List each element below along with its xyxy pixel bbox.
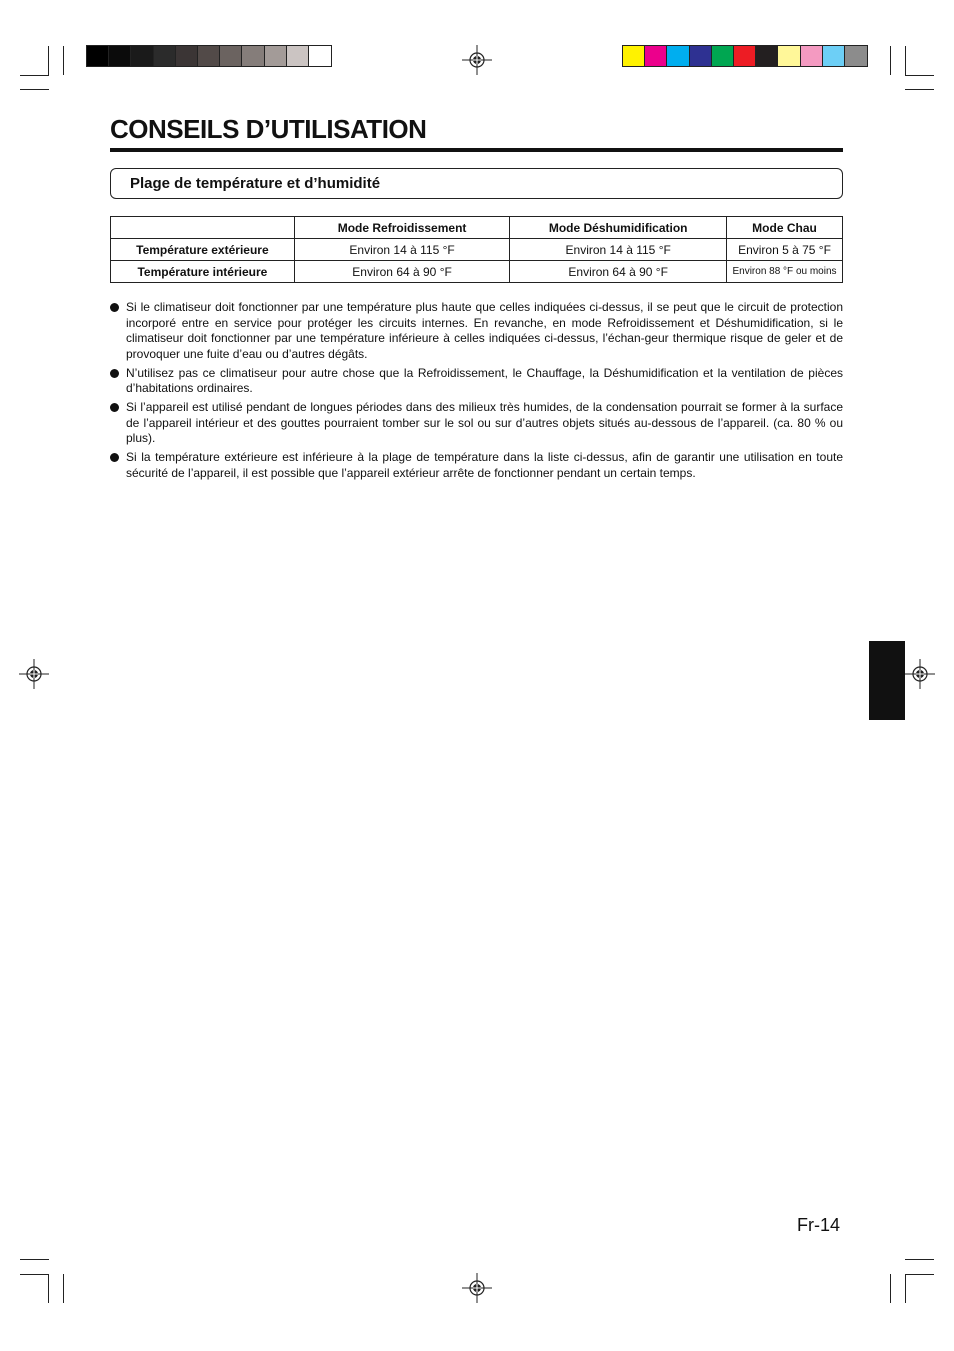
crop-mark — [905, 75, 934, 76]
color-swatch — [801, 46, 823, 66]
note-text: Si l’appareil est utilisé pendant de longues périodes dans des milieux très humides, de la condensation pourrait se former à la surface de l’appareil intérieur et des gouttes pourraient tomber sur le sol ou sur d’autres objets situés au-dessous de l’appareil. (ca. 80 % ou plus). — [126, 400, 843, 445]
table-cell: Environ 88 °F ou moins — [727, 261, 843, 283]
table-row-label: Température extérieure — [111, 239, 295, 261]
color-swatch — [756, 46, 778, 66]
list-item — [110, 450, 843, 481]
section-thumb-tab — [869, 641, 905, 720]
list-item — [110, 300, 843, 362]
color-swatch — [645, 46, 667, 66]
crop-mark — [20, 1274, 49, 1275]
crop-mark — [890, 1274, 891, 1303]
page-number: Fr-14 — [797, 1215, 841, 1235]
crop-mark — [890, 46, 891, 75]
color-swatch — [131, 46, 153, 66]
color-swatch — [778, 46, 800, 66]
table-header-cell — [111, 217, 295, 239]
crop-mark — [20, 75, 49, 76]
color-swatch — [690, 46, 712, 66]
color-swatch — [176, 46, 198, 66]
crop-mark — [905, 89, 934, 90]
section-title: Plage de température et d’humidité — [130, 175, 381, 192]
crop-mark — [20, 89, 49, 90]
crop-mark — [63, 46, 64, 75]
color-swatch — [198, 46, 220, 66]
registration-mark-icon — [905, 659, 935, 689]
note-text: N’utilisez pas ce climatiseur pour autre chose que la Refroidissement, le Chauffage, la Déshumidification et la ventilation de pièces d’habitations ordinaires. — [126, 365, 843, 395]
table-cell: Environ 14 à 115 °F — [294, 239, 510, 261]
crop-mark — [905, 1259, 934, 1260]
color-swatch — [87, 46, 109, 66]
color-swatch — [667, 46, 689, 66]
crop-mark — [20, 1259, 49, 1260]
table-cell: Environ 64 à 90 °F — [510, 261, 727, 283]
color-swatch — [220, 46, 242, 66]
table-header-cell: Mode Chau — [727, 217, 843, 239]
bullet-icon — [110, 369, 119, 378]
table-header-row — [111, 217, 843, 239]
temperature-range-table — [110, 216, 843, 283]
table-cell: Environ 5 à 75 °F — [727, 239, 843, 261]
crop-mark — [905, 1274, 934, 1275]
color-swatch — [242, 46, 264, 66]
table-header-cell: Mode Déshumidification — [510, 217, 727, 239]
table-row — [111, 261, 843, 283]
bullet-icon — [110, 453, 119, 462]
crop-mark — [905, 1274, 906, 1303]
crop-mark — [48, 1274, 49, 1303]
registration-mark-icon — [462, 45, 492, 75]
list-item — [110, 400, 843, 447]
table-cell: Environ 64 à 90 °F — [294, 261, 510, 283]
table-cell: Environ 14 à 115 °F — [510, 239, 727, 261]
crop-mark — [63, 1274, 64, 1303]
registration-mark-icon — [19, 659, 49, 689]
gray-calibration-bar — [86, 45, 332, 67]
list-item — [110, 366, 843, 397]
bullet-icon — [110, 303, 119, 312]
color-swatch — [712, 46, 734, 66]
section-header — [110, 168, 843, 199]
color-swatch — [287, 46, 309, 66]
color-swatch — [734, 46, 756, 66]
note-text: Si la température extérieure est inférieure à la plage de température dans la liste ci-dessus, afin de garantir une utilisation en toute sécurité de l’appareil, il est possible que l’appareil extérieur arrête de fonctionner pendant un certain temps. — [126, 450, 843, 480]
table-header-cell: Mode Refroidissement — [294, 217, 510, 239]
bullet-icon — [110, 403, 119, 412]
color-swatch — [309, 46, 331, 66]
color-swatch — [623, 46, 645, 66]
color-swatch — [265, 46, 287, 66]
color-swatch — [845, 46, 867, 66]
page-title: CONSEILS D’UTILISATION — [110, 114, 427, 144]
crop-mark — [48, 46, 49, 75]
color-swatch — [823, 46, 845, 66]
title-rule — [110, 148, 843, 152]
note-text: Si le climatiseur doit fonctionner par une température plus haute que celles indiquées ci-dessus, il se peut que le circuit de protection incorporé entre en service pour protéger les circuits internes. En revanche, en mode Refroidissement et Déshumidification, si le climatiseur doit fonctionner par une température inférieure à celles indiquées ci-dessus, l’échan-geur thermique risque de geler et de provoquer une fuite d’eau ou d’autres dégâts. — [126, 300, 843, 361]
notes-list — [110, 300, 843, 485]
table-row — [111, 239, 843, 261]
table-row-label: Température intérieure — [111, 261, 295, 283]
color-swatch — [109, 46, 131, 66]
color-swatch — [154, 46, 176, 66]
crop-mark — [905, 46, 906, 75]
color-calibration-bar — [622, 45, 868, 67]
registration-mark-icon — [462, 1273, 492, 1303]
